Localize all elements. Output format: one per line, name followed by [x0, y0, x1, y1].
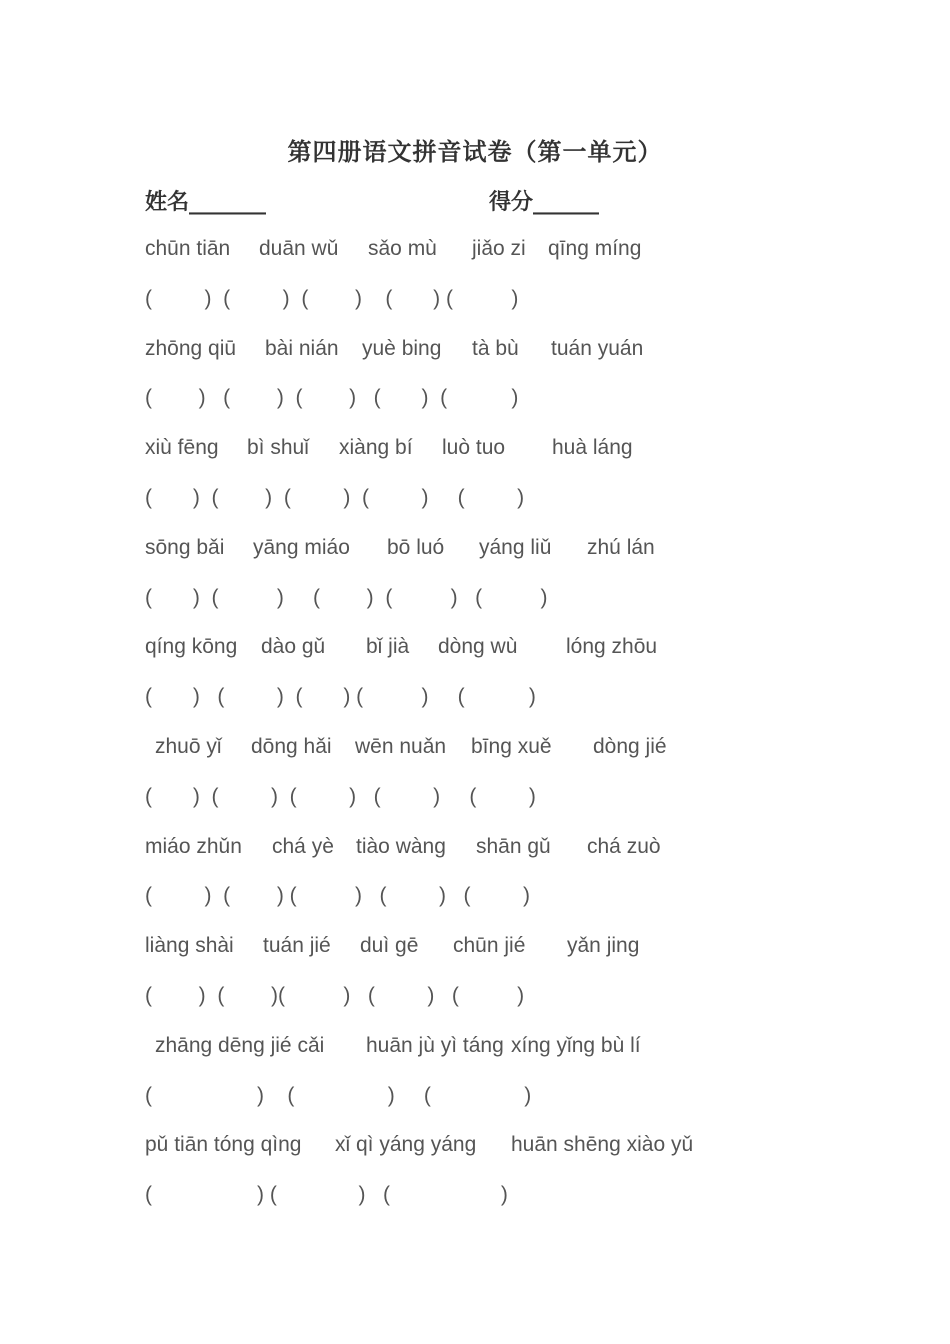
- pinyin-word: chá zuò: [587, 834, 661, 858]
- pinyin-word: duì gē: [360, 934, 419, 958]
- pinyin-word: zhāng dēng jié cǎi: [155, 1033, 325, 1057]
- pinyin-word: dòng jié: [593, 735, 667, 758]
- pinyin-word: tuán yuán: [551, 336, 644, 360]
- pinyin-word: chá yè: [272, 834, 334, 858]
- pinyin-word: yǎn jing: [567, 934, 640, 958]
- pinyin-word: qīng míng: [548, 237, 642, 260]
- pinyin-word: lóng zhōu: [566, 635, 658, 659]
- pinyin-word: yáng liǔ: [479, 535, 552, 559]
- pinyin-word: huà láng: [552, 436, 633, 460]
- pinyin-word: bài nián: [265, 336, 339, 360]
- pinyin-word: wēn nuǎn: [355, 735, 447, 758]
- pinyin-word: bǐ jià: [366, 635, 410, 659]
- pinyin-word: xiàng bí: [339, 436, 413, 460]
- pinyin-word: zhuō yǐ: [155, 735, 222, 758]
- pinyin-word: huān jù yì táng: [366, 1033, 504, 1057]
- pinyin-word: miáo zhǔn: [145, 834, 242, 858]
- page-title: 第四册语文拼音试卷（第一单元）: [287, 137, 663, 166]
- pinyin-word: jiǎo zi: [472, 237, 526, 260]
- pinyin-word: zhú lán: [587, 535, 655, 559]
- pinyin-word: tiào wàng: [356, 834, 446, 858]
- answer-blank-row: ( ) ( ) ( ): [145, 1083, 532, 1107]
- pinyin-word: sōng bǎi: [145, 535, 225, 559]
- pinyin-word: huān shēng xiào yǔ: [511, 1133, 694, 1157]
- pinyin-word: bō luó: [387, 535, 445, 559]
- pinyin-word: yāng miáo: [253, 535, 350, 559]
- pinyin-word: chūn tiān: [145, 237, 231, 260]
- pinyin-word: dōng hǎi: [251, 735, 332, 758]
- answer-blank-row: ( ) ( ) ( ) ( ) ( ): [145, 685, 536, 709]
- pinyin-word: luò tuo: [442, 436, 506, 460]
- pinyin-word: xíng yǐng bù lí: [511, 1033, 641, 1057]
- pinyin-word: dòng wù: [438, 635, 518, 659]
- answer-blank-row: ( ) ( ) ( ) ( ) ( ): [145, 486, 525, 509]
- pinyin-word: tà bù: [472, 336, 519, 360]
- pinyin-word: yuè bing: [362, 336, 442, 360]
- answer-blank-row: ( ) ( ) ( ) ( ) ( ): [145, 585, 548, 609]
- pinyin-word: qíng kōng: [145, 635, 238, 659]
- pinyin-word: dào gǔ: [261, 635, 326, 659]
- pinyin-word: liàng shài: [145, 934, 234, 958]
- answer-blank-row: ( ) ( ) ( ) ( ) ( ): [145, 784, 536, 808]
- pinyin-word: zhōng qiū: [145, 336, 237, 360]
- name-field: 姓名_______: [145, 189, 267, 215]
- answer-blank-row: ( ) ( ) ( ) ( ) ( ): [145, 386, 519, 410]
- answer-blank-row: ( ) ( )( ) ( ) ( ): [145, 984, 525, 1007]
- pinyin-word: tuán jié: [263, 934, 331, 958]
- pinyin-word: duān wǔ: [259, 237, 339, 260]
- pinyin-word: sǎo mù: [368, 237, 437, 260]
- pinyin-word: shān gǔ: [476, 834, 551, 858]
- pinyin-word: pǔ tiān tóng qìng: [145, 1133, 302, 1157]
- pinyin-word: xiù fēng: [145, 436, 219, 460]
- answer-blank-row: ( ) ( ) ( ) ( ) ( ): [145, 884, 530, 908]
- answer-blank-row: ( ) ( ) ( ): [145, 1183, 508, 1207]
- pinyin-word: chūn jié: [453, 934, 526, 958]
- pinyin-word: bīng xuě: [471, 735, 552, 758]
- answer-blank-row: ( ) ( ) ( ) ( ) ( ): [145, 286, 519, 310]
- score-field: 得分______: [489, 189, 600, 215]
- pinyin-word: xǐ qì yáng yáng: [335, 1133, 477, 1157]
- pinyin-word: bì shuǐ: [247, 436, 309, 460]
